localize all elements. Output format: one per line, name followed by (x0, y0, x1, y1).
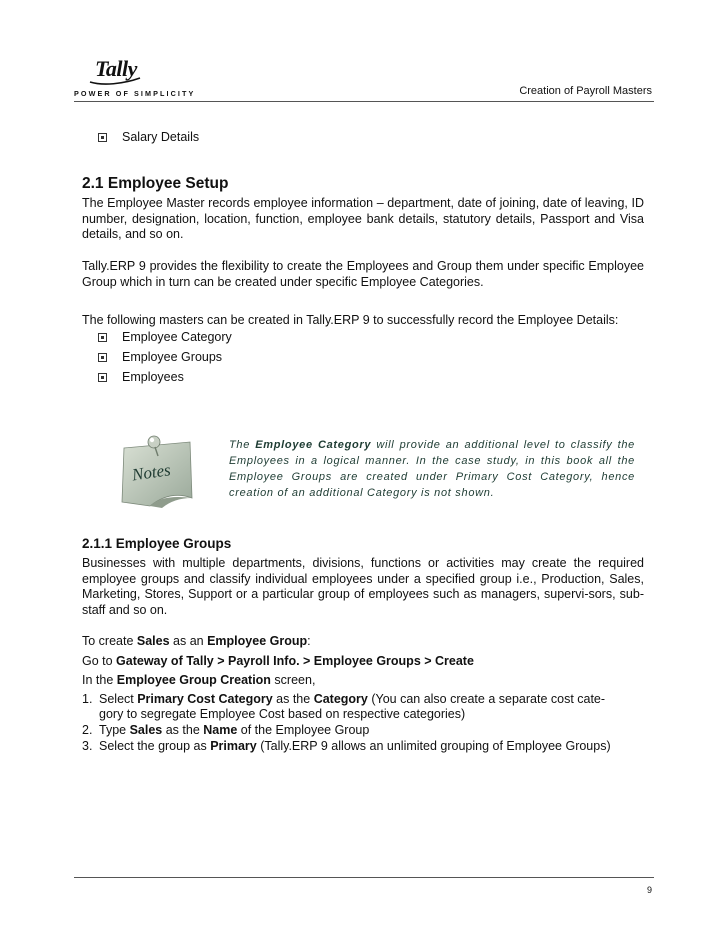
bullet-text: Employee Category (122, 330, 232, 344)
note-text: The Employee Category will provide an additional level to classify the Employees in a logical manner. In the case study, in this book all the Employee Groups are created under Primary Cost Category, hence creation of an additional Category is not shown. (229, 439, 635, 499)
bullet-square-icon (98, 373, 107, 382)
instruction-line: In the Employee Group Creation screen, (82, 673, 316, 687)
notes-icon (110, 428, 200, 514)
page-number: 9 (646, 885, 652, 895)
header-divider (74, 101, 654, 102)
step-item: 1. Select Primary Cost Category as the Category (You can also create a separate cost cate- gory to segregate Employee Cost based on respective categories) (82, 692, 606, 722)
bullet-item (98, 330, 232, 344)
bullet-text: Employees (122, 370, 184, 384)
footer-divider (74, 877, 654, 878)
tally-logo: Tally (95, 56, 137, 81)
logo-tagline: POWER OF SIMPLICITY (74, 89, 196, 98)
step-item: 3. Select the group as Primary (Tally.ERP 9 allows an unlimited grouping of Employee Groups) (82, 739, 611, 753)
bullet-square-icon (98, 353, 107, 362)
step-item: 2. Type Sales as the Name of the Employee Group (82, 723, 370, 737)
bullet-text: Salary Details (122, 130, 200, 144)
note-bold: Employee Category (255, 439, 372, 451)
paragraph: The Employee Master records employee information – department, date of joining, date of leaving, ID number, designation, location, function, employee bank details, statutory details, Passport and Visa details, and so on. (82, 196, 644, 242)
navigation-path: Go to Gateway of Tally > Payroll Info. > Employee Groups > Create (82, 654, 474, 668)
paragraph: Tally.ERP 9 provides the flexibility to create the Employees and Group them under specific Employee Group which in turn can be created under specific Employee Categories. (82, 259, 644, 289)
subsection-heading: 2.1.1 Employee Groups (82, 536, 232, 551)
bullet-item (98, 130, 199, 144)
instruction-line: To create Sales as an Employee Group: (82, 634, 311, 648)
bullet-item (98, 350, 222, 364)
bullet-square-icon (98, 133, 107, 142)
bullet-square-icon (98, 333, 107, 342)
section-heading: 2.1 Employee Setup (82, 175, 229, 192)
paragraph: The following masters can be created in Tally.ERP 9 to successfully record the Employee Details: (82, 313, 619, 327)
bullet-text: Employee Groups (122, 350, 223, 364)
notes-label: Notes (130, 460, 172, 485)
paragraph: Businesses with multiple departments, divisions, functions or activities may create the required employee groups and classify individual employees under a specified group i.e., Production, Sales, Marketing, Stores, Support or a particular group of employees such as managers, supervi-sors, sub-staff and so on. (82, 556, 644, 617)
logo-swoosh-icon (88, 64, 148, 86)
bullet-item (98, 370, 184, 384)
chapter-title: Creation of Payroll Masters (519, 85, 652, 97)
